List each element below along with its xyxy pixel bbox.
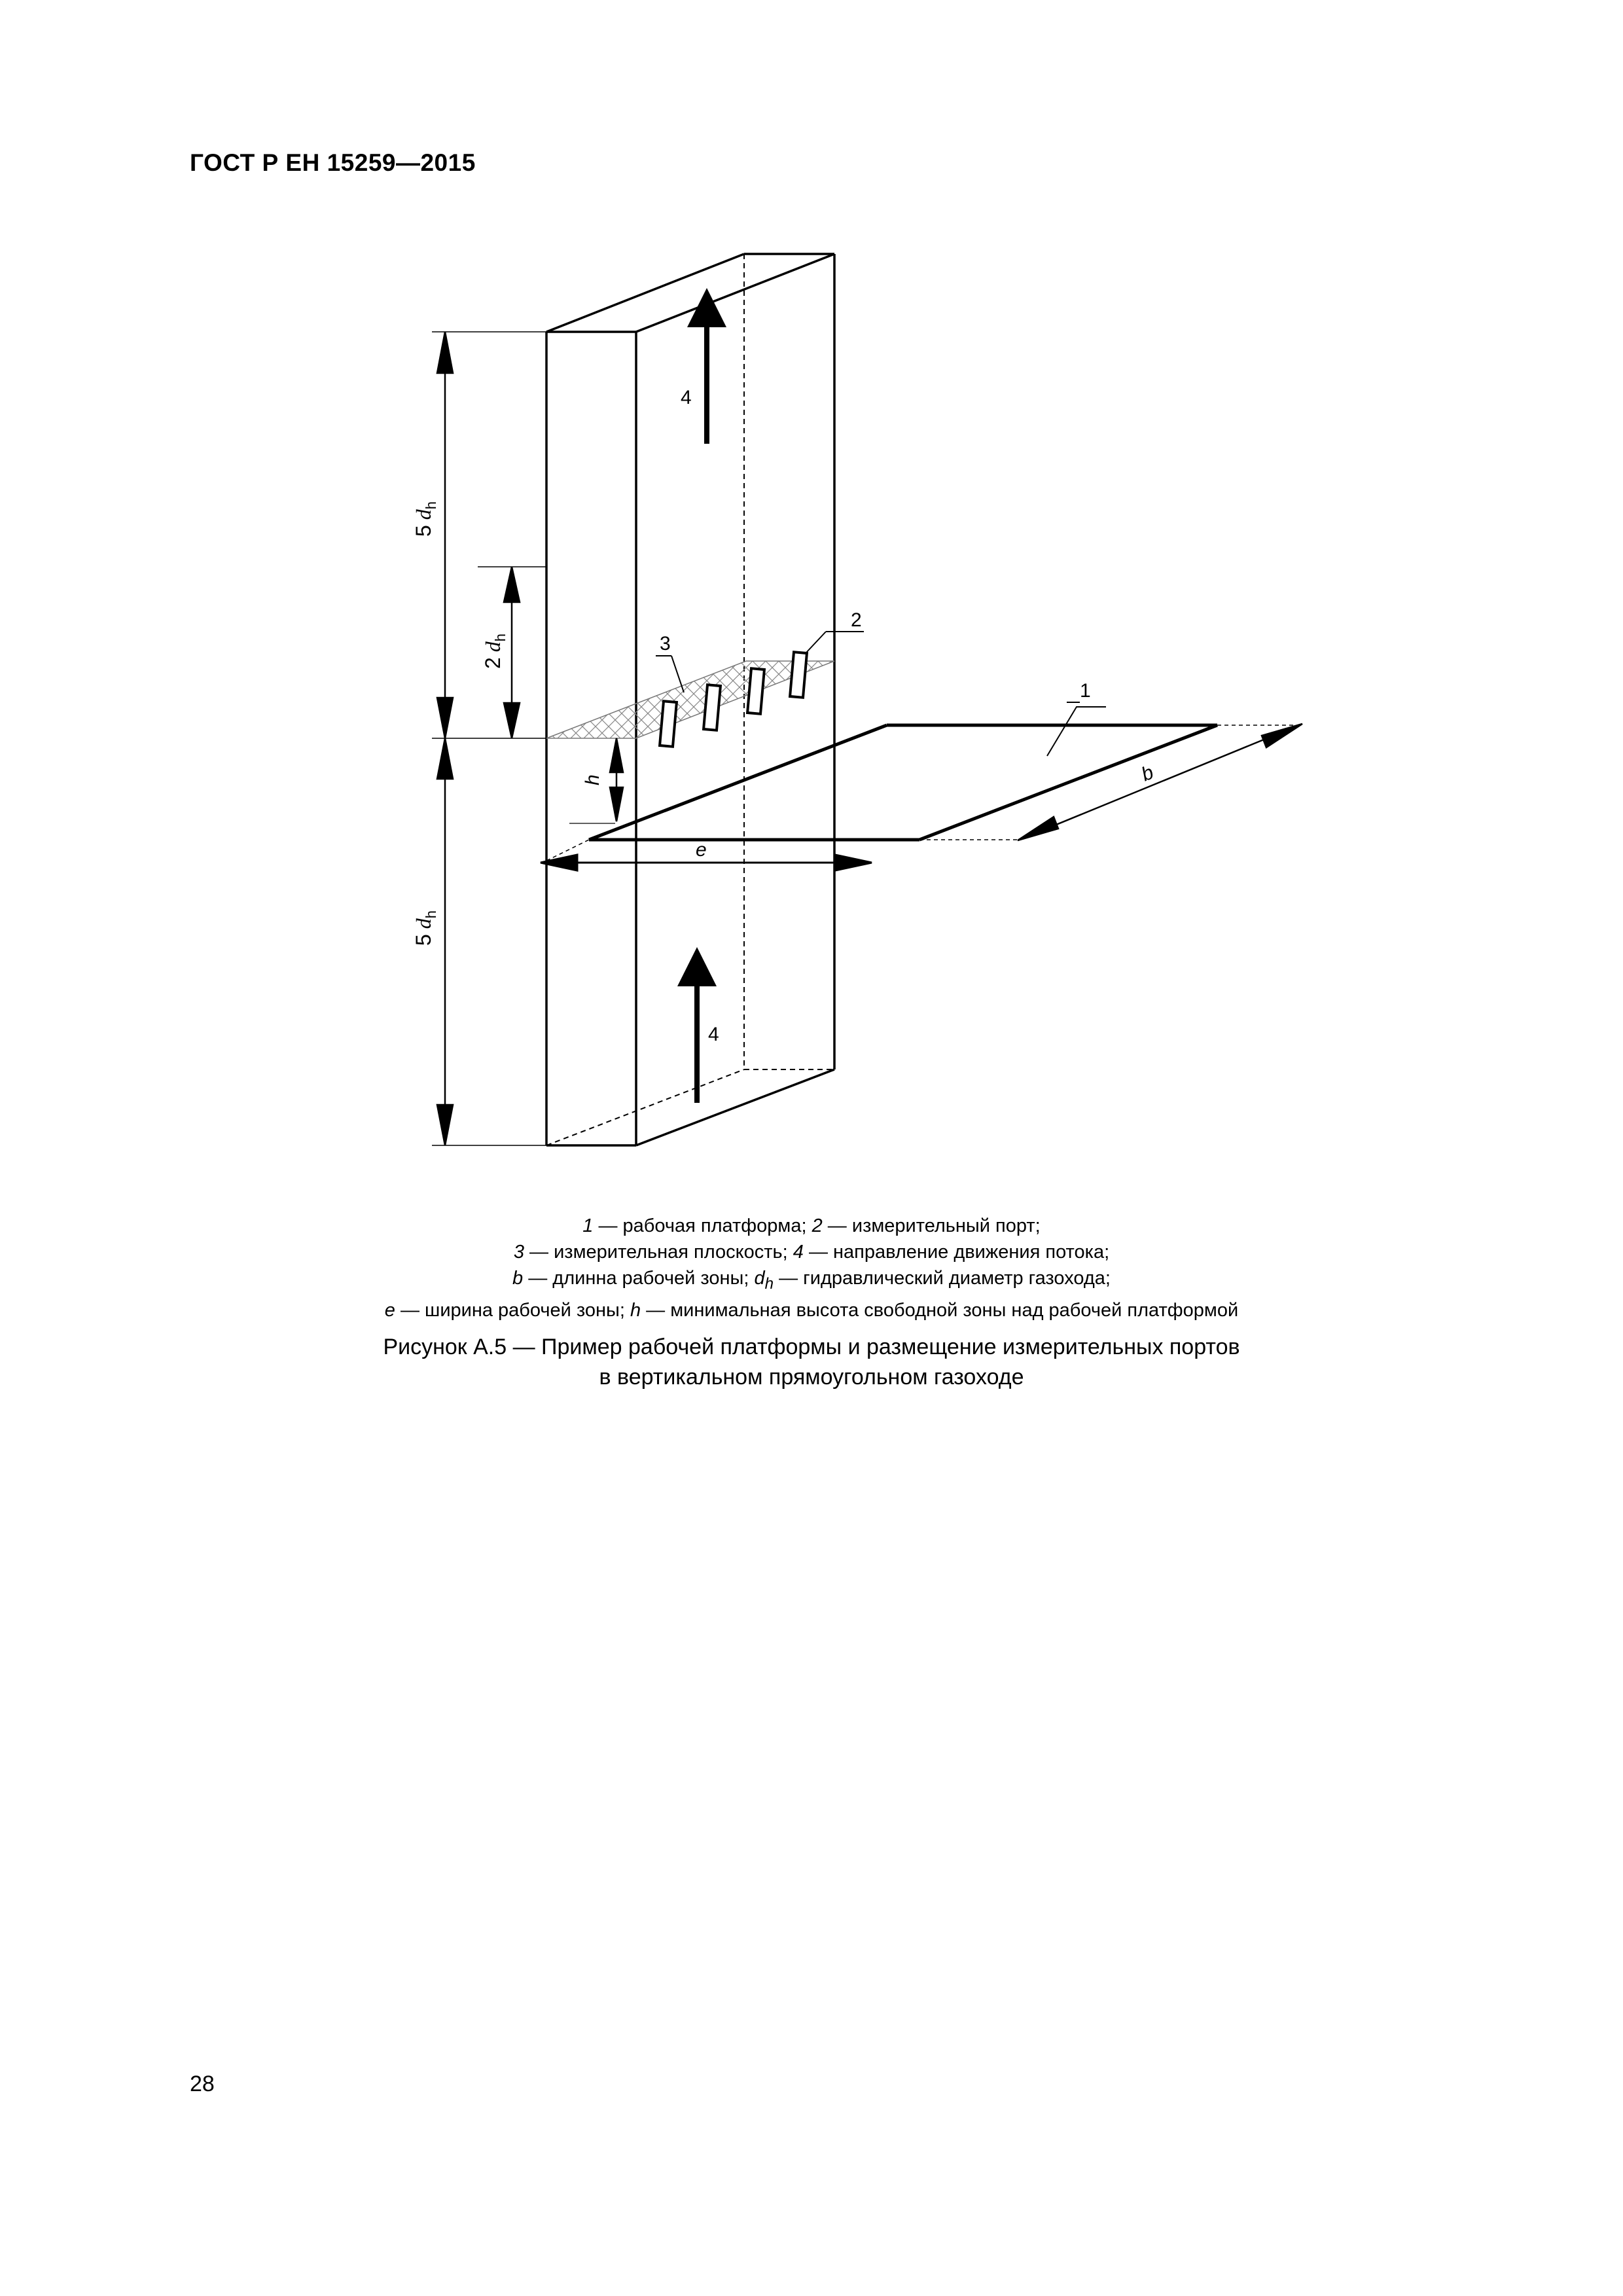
legend-text: — минимальная высота свободной зоны над рабочей платформой — [641, 1299, 1239, 1321]
measurement-port-3 — [747, 668, 764, 713]
label-5dh-upper — [412, 501, 439, 537]
dimension-b — [1018, 724, 1302, 840]
label-5dh-lower-sub: h — [423, 910, 439, 919]
legend-line-2 — [0, 1239, 1623, 1265]
measurement-port-2 — [704, 685, 721, 730]
flow-label-top: 4 — [681, 387, 692, 408]
legend-line-1 — [0, 1213, 1623, 1239]
label-b: b — [1138, 761, 1157, 786]
callout-3: 3 — [660, 633, 671, 655]
caption-line-2: в вертикальном прямоугольном газоходе — [599, 1365, 1024, 1390]
svg-text:2dh — [481, 634, 508, 669]
legend-text: — измерительная плоскость; — [524, 1242, 793, 1263]
legend-key: 2 — [812, 1215, 823, 1236]
legend-line-3 — [0, 1265, 1623, 1297]
label-2dh-d: d — [481, 641, 505, 653]
legend-key: d — [754, 1268, 765, 1289]
legend-key: b — [512, 1268, 524, 1289]
page-number: 28 — [190, 2072, 215, 2096]
legend-text: — измерительный порт; — [822, 1215, 1041, 1236]
caption-line-1: Рисунок А.5 — Пример рабочей платформы и размещение измерительных портов — [383, 1335, 1240, 1359]
label-5dh-lower-num: 5 — [412, 934, 435, 946]
svg-text:5dh — [412, 910, 439, 946]
label-h: h — [582, 774, 603, 785]
document-header: ГОСТ Р ЕН 15259—2015 — [190, 149, 476, 176]
legend-key: 1 — [582, 1215, 594, 1236]
label-5dh-upper-sub: h — [423, 501, 439, 510]
legend-text: — направление движения потока; — [803, 1242, 1110, 1263]
measurement-port-1 — [660, 701, 677, 746]
svg-text:5dh — [412, 501, 439, 537]
legend-text: — рабочая платформа; — [593, 1215, 812, 1236]
legend-key: h — [630, 1299, 641, 1321]
working-platform — [589, 725, 1217, 840]
legend-key: 3 — [513, 1242, 524, 1263]
label-2dh — [481, 634, 508, 669]
legend-key: e — [384, 1299, 395, 1321]
label-5dh-lower — [412, 910, 439, 946]
figure-caption — [0, 1332, 1623, 1392]
dimension-5dh-2dh — [432, 332, 546, 1145]
callout-2: 2 — [851, 609, 862, 631]
flow-label-bottom: 4 — [708, 1024, 719, 1045]
legend-key-sub: h — [764, 1274, 774, 1293]
legend-text: — ширина рабочей зоны; — [395, 1299, 630, 1321]
label-5dh-lower-d: d — [412, 918, 435, 929]
figure-legend — [0, 1213, 1623, 1323]
label-2dh-sub: h — [492, 633, 508, 642]
label-5dh-upper-d: d — [412, 509, 435, 520]
legend-line-4 — [0, 1297, 1623, 1323]
flow-arrow-top — [687, 288, 726, 444]
legend-text: — длинна рабочей зоны; — [523, 1268, 755, 1289]
callout-1: 1 — [1080, 680, 1091, 702]
measurement-port-4 — [790, 652, 807, 697]
legend-text: — гидравлический диаметр газохода; — [774, 1268, 1111, 1289]
label-2dh-num: 2 — [481, 657, 505, 669]
label-5dh-upper-num: 5 — [412, 525, 435, 537]
label-e: e — [696, 839, 707, 861]
legend-key: 4 — [793, 1242, 804, 1263]
